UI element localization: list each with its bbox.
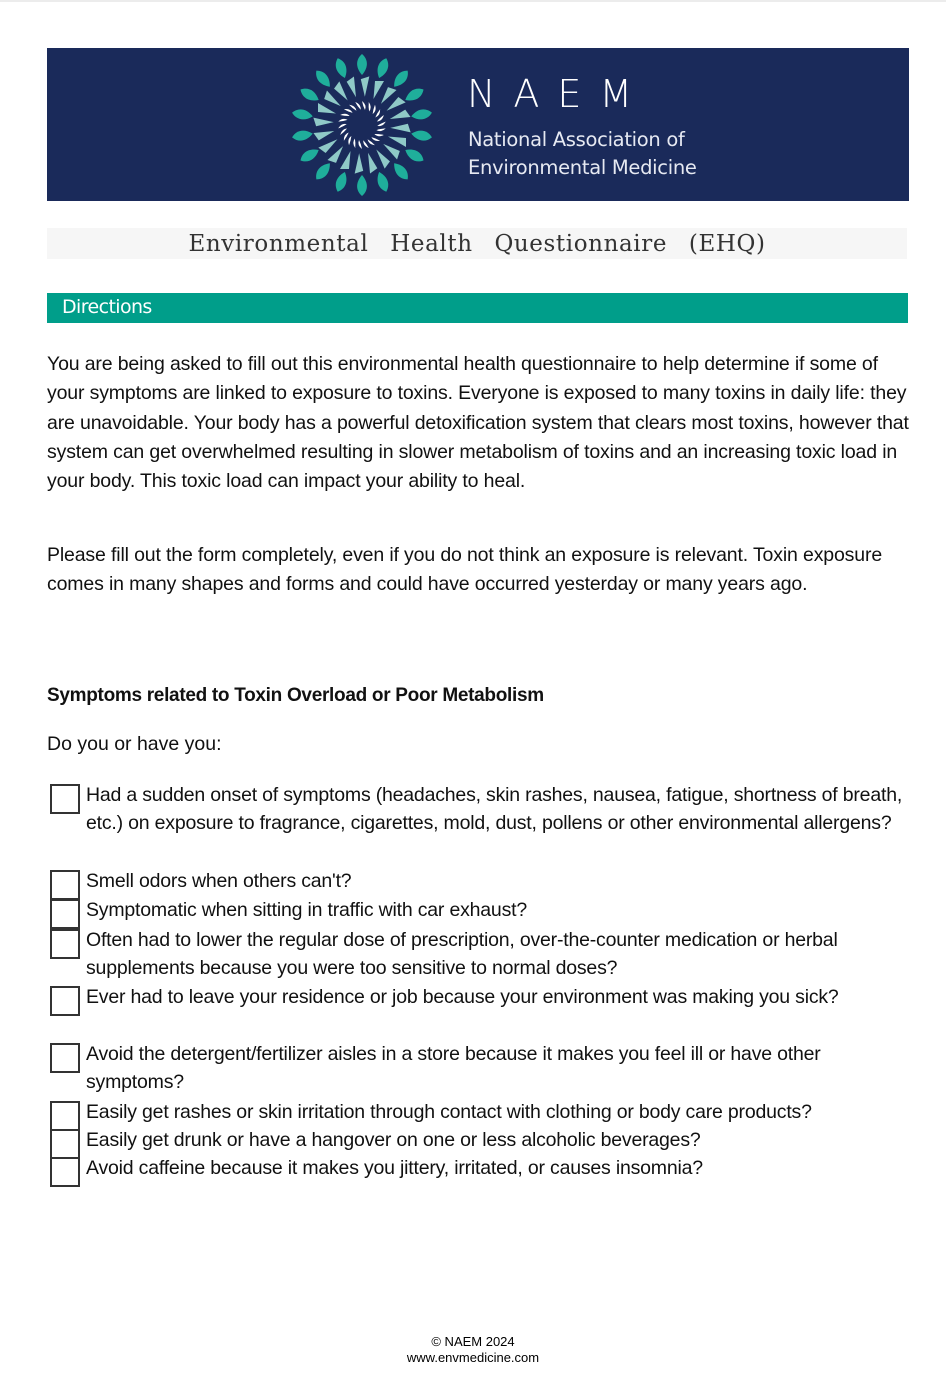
logo-blade	[327, 145, 347, 163]
logo-leaf	[375, 170, 391, 193]
logo-blade	[388, 131, 406, 147]
brand-full-name	[468, 126, 697, 182]
logo-blade	[334, 81, 350, 104]
logo-blade	[318, 137, 341, 153]
page-top-edge	[0, 0, 946, 2]
logo-leaf	[375, 57, 391, 80]
logo-leaf	[390, 160, 411, 182]
website-link[interactable]: www.envmedicine.com	[406, 1350, 540, 1365]
question-checkbox[interactable]	[50, 1043, 80, 1073]
question-item	[50, 896, 910, 924]
question-item	[50, 1154, 910, 1182]
logo-leaf	[298, 146, 321, 165]
logo-leaf	[298, 85, 321, 104]
question-checkbox[interactable]	[50, 1157, 80, 1187]
question-checkbox[interactable]	[50, 929, 80, 959]
symptoms-heading: Symptoms related to Toxin Overload or Poor Metabolism	[47, 685, 544, 706]
logo-swirl	[346, 136, 354, 146]
logo-blade	[318, 103, 336, 119]
question-text: Ever had to leave your residence or job because your environment was making you sick?	[86, 986, 839, 1008]
logo-blade	[313, 128, 337, 141]
logo-leaf	[390, 67, 411, 89]
logo-swirl	[376, 127, 385, 132]
logo-leaf	[357, 54, 367, 75]
logo-leaf	[403, 85, 426, 104]
header-banner	[47, 48, 909, 201]
logo-blade	[355, 152, 364, 174]
logo-swirl	[355, 101, 361, 111]
logo-blade	[376, 87, 396, 105]
logo-leaf	[333, 170, 349, 193]
question-checkbox[interactable]	[50, 899, 80, 929]
question-text: Had a sudden onset of symptoms (headaches, skin rashes, nausea, fatigue, shortness of breath, etc.) on exposure to fragrance, cigarettes, mold, dust, pollens or other environmental allergens?	[86, 784, 903, 834]
question-item	[50, 867, 910, 895]
logo-blade	[347, 76, 360, 100]
question-checkbox[interactable]	[50, 986, 80, 1016]
logo-leaf	[333, 57, 349, 80]
logo-leaf	[410, 129, 432, 142]
directions-section-header	[47, 293, 908, 323]
logo-leaf	[410, 108, 432, 121]
brand-abbreviation: NAEM	[467, 72, 651, 116]
logo-blade	[365, 150, 378, 174]
directions-label: Directions	[62, 296, 152, 318]
logo-leaf	[357, 175, 367, 196]
logo-blade	[324, 90, 342, 110]
logo-blade	[368, 81, 384, 99]
logo-swirl	[362, 101, 366, 110]
question-text: Easily get drunk or have a hangover on one or less alcoholic beverages?	[86, 1129, 701, 1151]
logo-blade	[389, 123, 411, 132]
question-text: Avoid the detergent/fertilizer aisles in a store because it makes you feel ill or have other symptoms?	[86, 1043, 821, 1093]
logo-blade	[374, 146, 390, 169]
logo-swirl	[374, 131, 384, 138]
logo-leaf	[291, 129, 313, 142]
question-item	[50, 983, 910, 1011]
question-text: Avoid caffeine because it makes you jittery, irritated, or causes insomnia?	[86, 1157, 703, 1179]
page-footer	[0, 1334, 946, 1366]
logo-leaf	[313, 160, 334, 182]
question-item	[50, 781, 910, 837]
logo-swirl	[366, 102, 372, 112]
logo-blade	[383, 97, 406, 113]
directions-paragraph-2: Please fill out the form completely, even if you do not think an exposure is relevant. Toxin exposure comes in many shapes and forms and could have occurred yesterday or many years ago.	[47, 544, 883, 596]
logo-swirl	[352, 138, 358, 148]
logo-swirl	[340, 112, 350, 119]
copyright-text: © NAEM 2024	[431, 1334, 515, 1349]
logo-blade	[340, 151, 356, 169]
logo-swirl	[370, 105, 378, 115]
symptoms-prompt: Do you or have you:	[47, 733, 222, 755]
logo-leaf	[313, 67, 334, 89]
logo-swirl	[377, 122, 386, 127]
logo-swirl	[338, 124, 347, 129]
naem-logo-icon	[287, 50, 437, 200]
question-text: Easily get rashes or skin irritation through contact with clothing or body care products?	[86, 1101, 812, 1123]
question-item	[50, 926, 910, 982]
logo-blade	[382, 139, 400, 159]
logo-swirl	[338, 118, 347, 123]
logo-blade	[360, 76, 369, 98]
directions-paragraph-1: You are being asked to fill out this environmental health questionnaire to help determine if some of your symptoms are linked to exposure to toxins. Everyone is exposed to many toxins in daily life: they are unavoidable. Your body has a powerful detoxification system that clears most toxins, however that system can get overwhelmed resulting in slower metabolism of toxins and an increasing toxic load in your body. This toxic load can impact your ability to heal.	[47, 353, 909, 493]
question-text: Smell odors when others can't?	[86, 870, 352, 892]
question-item	[50, 1126, 910, 1154]
brand-name-line1: National Association of	[468, 128, 685, 151]
question-item	[50, 1098, 910, 1126]
question-text: Often had to lower the regular dose of prescription, over-the-counter medication or herbal supplements because you were too sensitive to normal doses?	[86, 929, 838, 979]
question-item	[50, 1040, 910, 1096]
logo-blade	[387, 110, 411, 123]
logo-leaf	[291, 108, 313, 121]
question-checkbox[interactable]	[50, 784, 80, 814]
logo-blade	[313, 118, 335, 127]
document-title: Environmental Health Questionnaire (EHQ)	[188, 231, 766, 257]
logo-swirl	[358, 140, 362, 149]
document-title-bar	[47, 228, 907, 259]
brand-name-line2: Environmental Medicine	[468, 156, 697, 179]
logo-leaf	[403, 146, 426, 165]
logo-swirl	[363, 139, 369, 149]
question-text: Symptomatic when sitting in traffic with car exhaust?	[86, 899, 527, 921]
